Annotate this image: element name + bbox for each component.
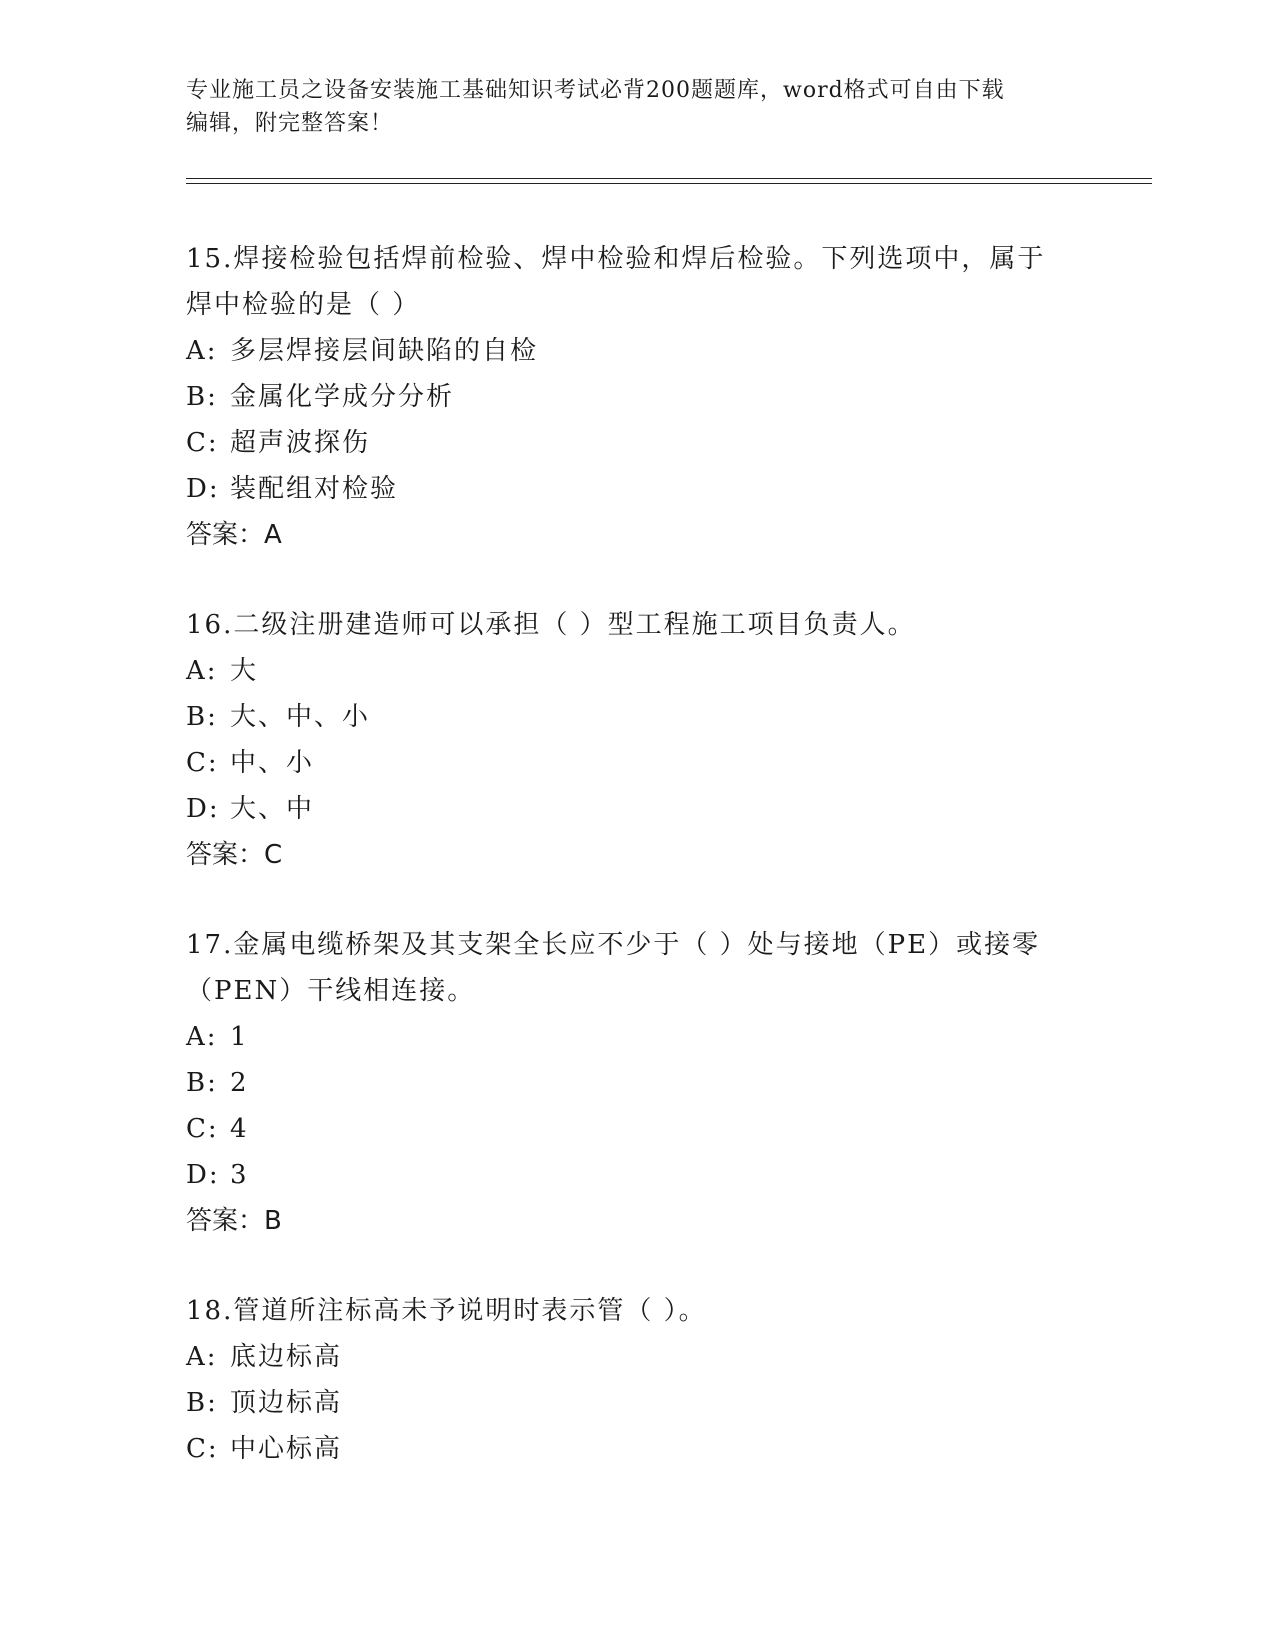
- question-stem: [186, 1288, 1086, 1334]
- option-text: 超声波探伤: [230, 428, 371, 458]
- option-text: 大: [230, 656, 259, 686]
- answer-line: 答案：C: [186, 840, 283, 870]
- option-text: 3: [230, 1160, 249, 1190]
- question-stem-line: 16.二级注册建造师可以承担（ ）型工程施工项目负责人。: [186, 610, 916, 640]
- option-letter: A:: [186, 336, 218, 366]
- document-header: [186, 74, 1086, 140]
- question-stem-line: 15.焊接检验包括焊前检验、焊中检验和焊后检验。下列选项中，属于: [186, 244, 1046, 274]
- option-text: 中、小: [230, 748, 315, 778]
- question-stem-line: 17.金属电缆桥架及其支架全长应不少于（ ）处与接地（PE）或接零: [186, 930, 1041, 960]
- option-letter: D:: [186, 474, 220, 504]
- option-text: 顶边标高: [230, 1388, 343, 1418]
- answer-line: 答案：B: [186, 1206, 282, 1236]
- option-letter: B:: [186, 382, 218, 412]
- question-list: [186, 236, 1086, 1516]
- option-letter: D:: [186, 794, 220, 824]
- question-stem-line: 18.管道所注标高未予说明时表示管（ ）。: [186, 1296, 707, 1326]
- option-a: [186, 1334, 1086, 1380]
- option-text: 4: [230, 1114, 249, 1144]
- header-line-2: 编辑，附完整答案！: [186, 111, 394, 136]
- question-stem-line: 焊中检验的是（ ）: [186, 290, 421, 320]
- answer-line: 答案：A: [186, 520, 282, 550]
- option-d: [186, 786, 1086, 832]
- option-letter: D:: [186, 1160, 220, 1190]
- option-text: 大、中、小: [230, 702, 371, 732]
- option-text: 2: [230, 1068, 249, 1098]
- option-text: 金属化学成分分析: [230, 382, 455, 412]
- header-divider-top: [186, 178, 1152, 179]
- option-letter: A:: [186, 1022, 218, 1052]
- option-d: [186, 1152, 1086, 1198]
- question-stem: [186, 602, 1086, 648]
- option-letter: B:: [186, 702, 218, 732]
- option-b: [186, 1380, 1086, 1426]
- option-letter: C:: [186, 748, 219, 778]
- question-16: [186, 602, 1086, 878]
- option-a: [186, 1014, 1086, 1060]
- question-stem: [186, 922, 1086, 1014]
- option-text: 1: [230, 1022, 249, 1052]
- option-c: [186, 1426, 1086, 1472]
- option-a: [186, 648, 1086, 694]
- option-d: [186, 466, 1086, 512]
- question-18: [186, 1288, 1086, 1472]
- option-letter: C:: [186, 1114, 219, 1144]
- option-letter: A:: [186, 656, 218, 686]
- option-letter: B:: [186, 1068, 218, 1098]
- question-17: [186, 922, 1086, 1244]
- option-text: 底边标高: [230, 1342, 343, 1372]
- option-c: [186, 1106, 1086, 1152]
- header-line-1: 专业施工员之设备安装施工基础知识考试必背200题题库，word格式可自由下载: [186, 78, 1005, 103]
- option-b: [186, 1060, 1086, 1106]
- option-text: 中心标高: [230, 1434, 343, 1464]
- question-stem: [186, 236, 1086, 328]
- option-a: [186, 328, 1086, 374]
- option-b: [186, 694, 1086, 740]
- question-15: [186, 236, 1086, 558]
- option-c: [186, 420, 1086, 466]
- option-letter: C:: [186, 428, 219, 458]
- header-divider-bottom: [186, 183, 1152, 184]
- option-text: 大、中: [230, 794, 315, 824]
- option-text: 装配组对检验: [230, 474, 399, 504]
- option-c: [186, 740, 1086, 786]
- option-letter: C:: [186, 1434, 219, 1464]
- question-stem-line: （PEN）干线相连接。: [186, 976, 476, 1006]
- option-letter: A:: [186, 1342, 218, 1372]
- option-b: [186, 374, 1086, 420]
- option-text: 多层焊接层间缺陷的自检: [230, 336, 539, 366]
- option-letter: B:: [186, 1388, 218, 1418]
